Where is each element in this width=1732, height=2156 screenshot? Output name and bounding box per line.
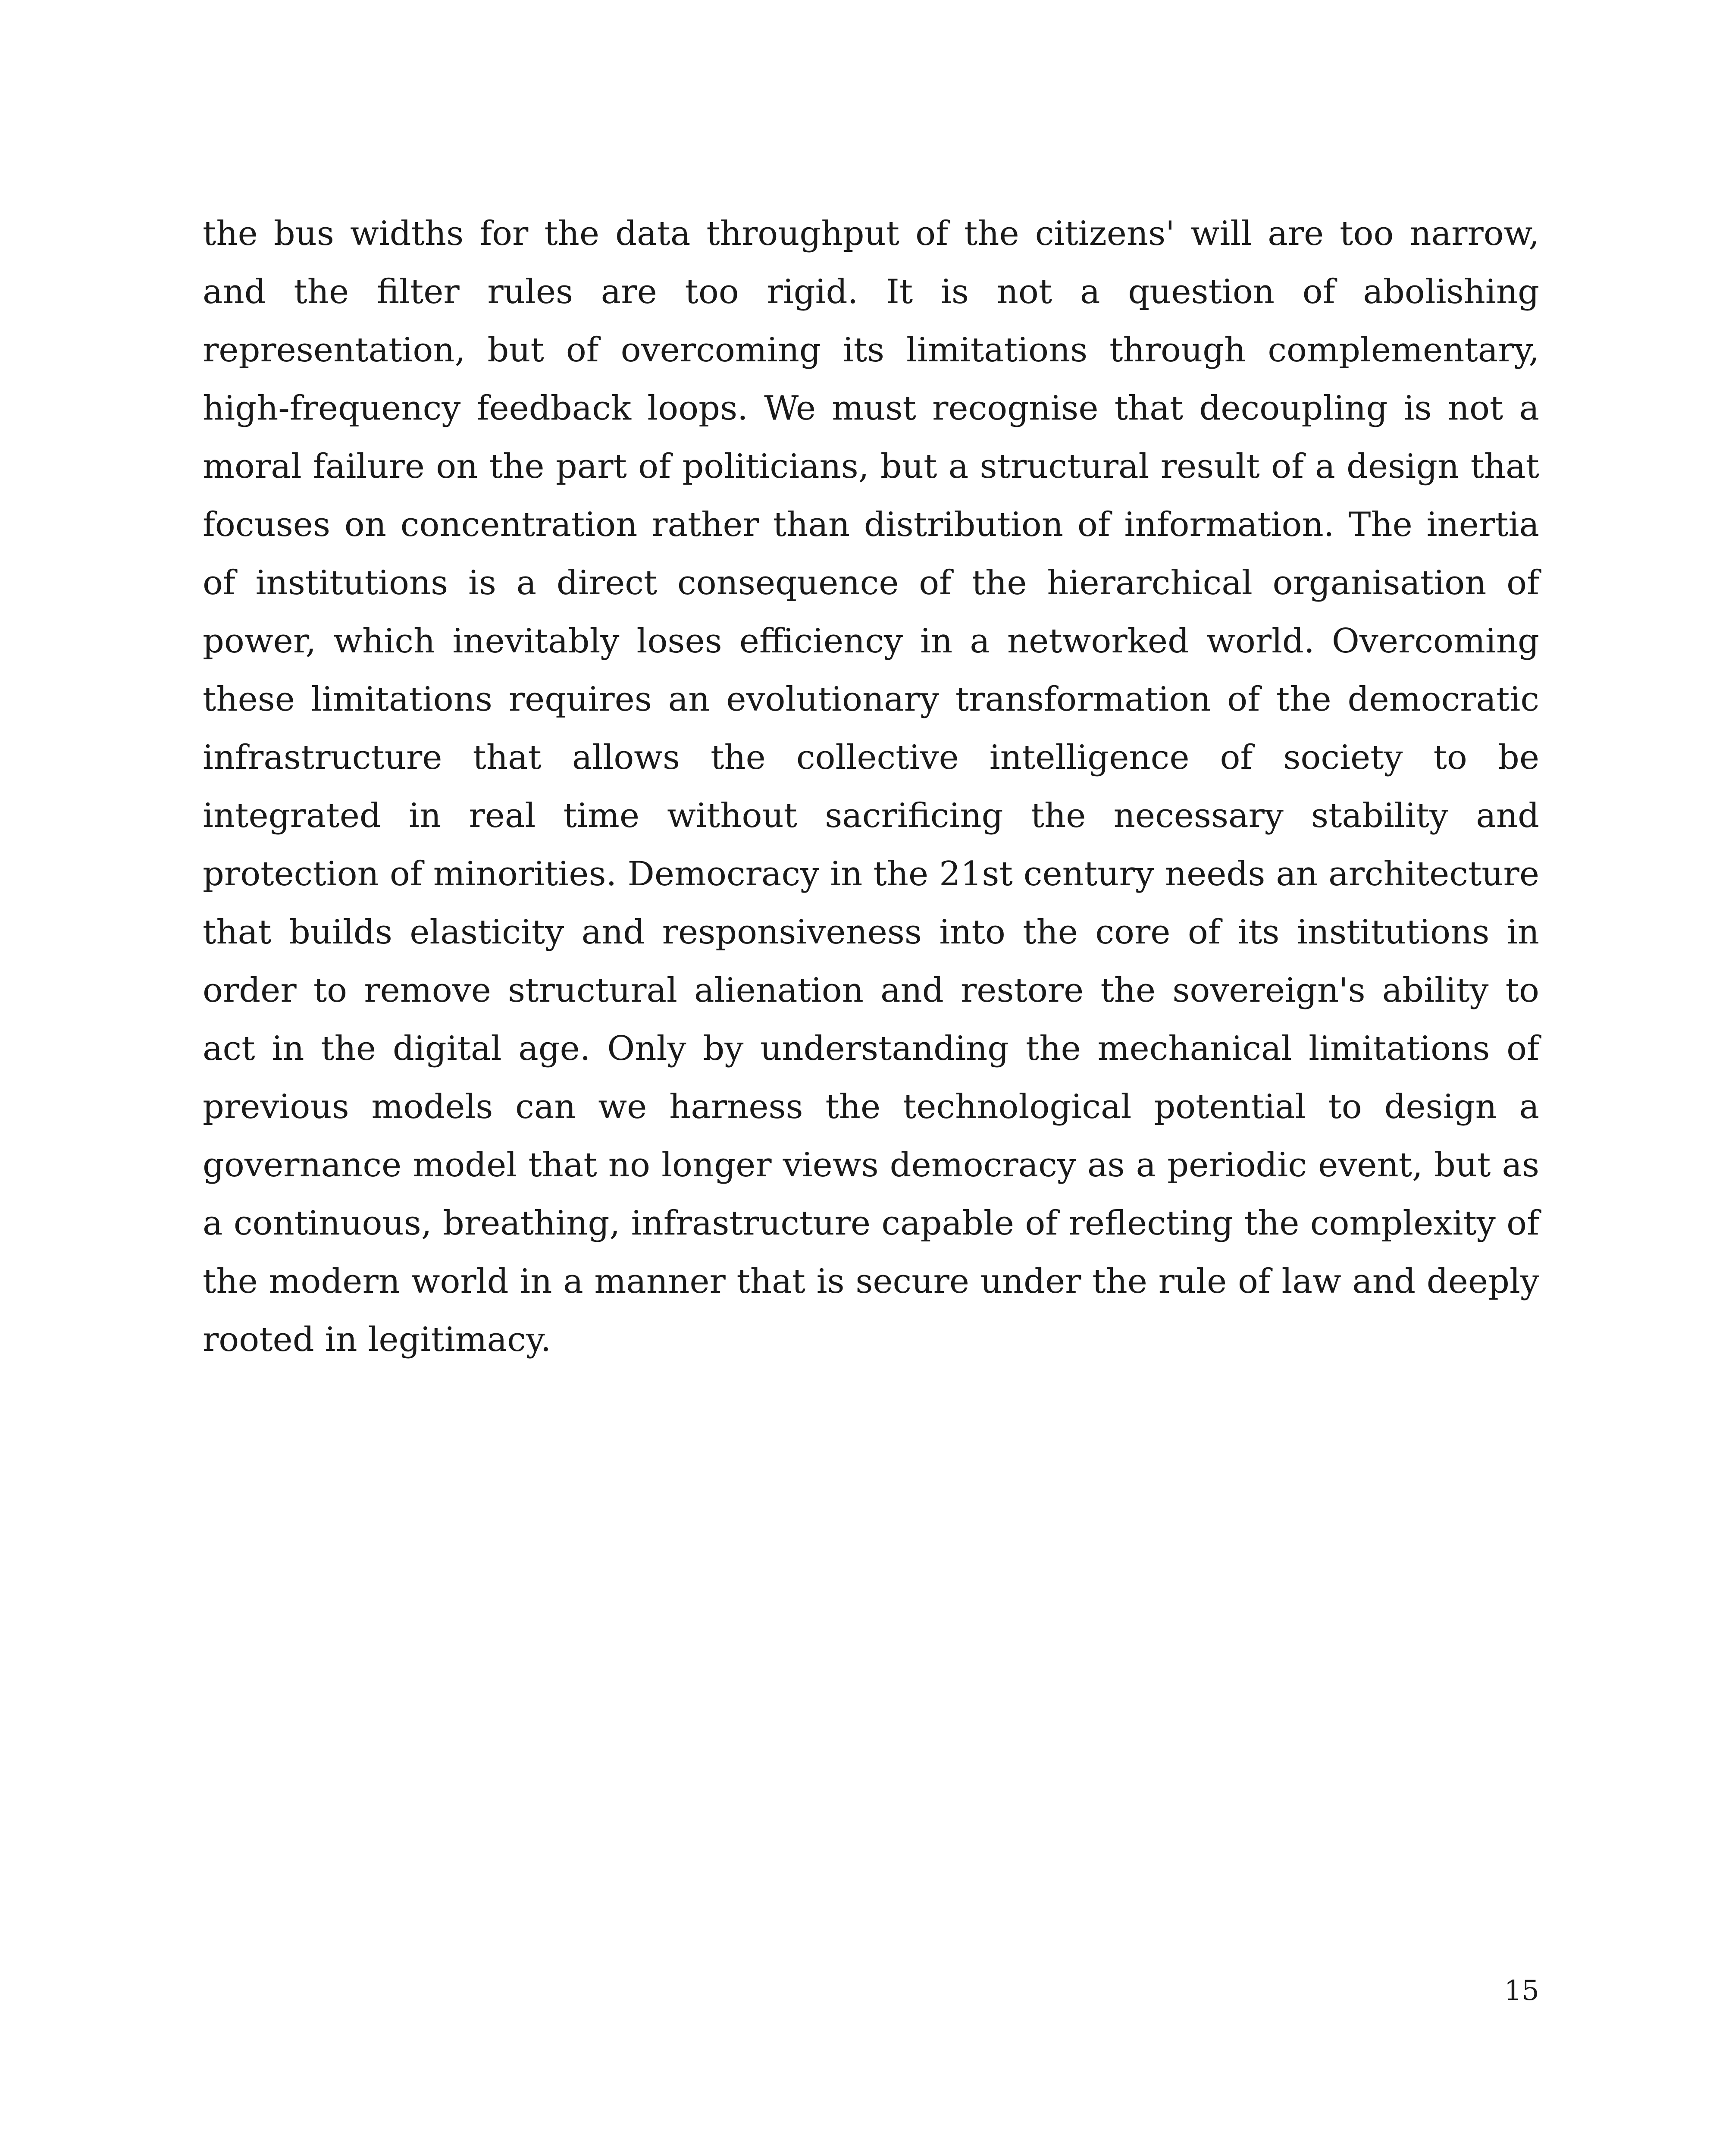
page-number: 15 xyxy=(1504,1975,1539,2007)
body-paragraph: the bus widths for the data throughput of the citizens' will are too narrow, and the filter rules are too rigid. It is not a question of abolishing representation, but of overcoming its limitations through complementary, high-frequency feedback loops. We must recognise that decoupling is not a moral failure on the part of politicians, but a structural result of a design that focuses on concentration rather than distribution of information. The inertia of institutions is a direct consequence of the hierarchical organisation of power, which inevitably loses efficiency in a networked world. Overcoming these limitations requires an evolutionary transformation of the democratic infrastructure that allows the collective intelligence of society to be integrated in real time without sacrificing the necessary stability and protection of minorities. Democracy in the 21st century needs an architecture that builds elasticity and responsiveness into the core of its institutions in order to remove structural alienation and restore the sovereign's ability to act in the digital age. Only by understanding the mechanical limitations of previous models can we harness the technological potential to design a governance model that no longer views democracy as a periodic event, but as a continuous, breathing, infrastructure capable of reflecting the complexity of the modern world in a manner that is secure under the rule of law and deeply rooted in legitimacy. xyxy=(203,214,1539,1359)
